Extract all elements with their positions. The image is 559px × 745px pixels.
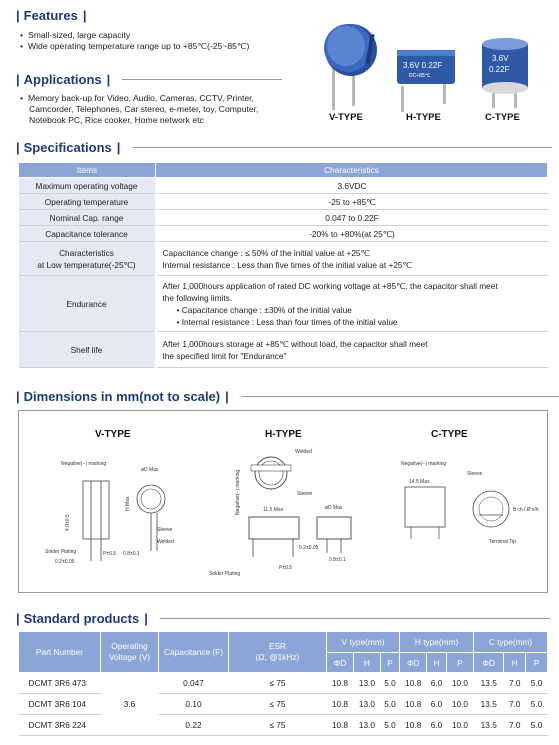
table-header: Capacitance (F) [159, 632, 229, 673]
c-type-marking-2: 0.22F [489, 65, 510, 74]
table-header: ΦD [327, 653, 354, 673]
table-header: Items [19, 163, 156, 178]
table-header: H [427, 653, 446, 673]
c-type-dimension-drawing [379, 451, 544, 571]
svg-text:0.8±0.1: 0.8±0.1 [329, 557, 346, 563]
table-row: DCMT 3R6 224 0.22 ≤ 75 10.8 13.0 5.0 10.8 6.0 10.0 13.5 7.0 5.0 [19, 715, 548, 736]
dim-v-type-label: V-TYPE [95, 429, 131, 440]
svg-text:Solder Plating: Solder Plating [45, 549, 77, 555]
svg-text:Negative(−) marking: Negative(−) marking [235, 469, 241, 515]
table-header: V type(mm) [327, 632, 400, 653]
svg-text:11.5 Max: 11.5 Max [263, 507, 284, 513]
v-type-dimension-drawing [29, 451, 179, 576]
table-row: Operating temperature -25 to +85℃ [19, 194, 548, 210]
v-type-label: V-TYPE [329, 112, 363, 123]
dimensions-drawing-box [18, 410, 548, 593]
table-header: P [446, 653, 473, 673]
svg-text:Welded: Welded [295, 449, 312, 455]
table-header: Operating Voltage (V) [101, 632, 159, 673]
list-item: Notebook PC, Rice cooker, Home network etc [29, 115, 204, 125]
specifications-title: Specifications [23, 140, 112, 155]
dimensions-heading: | Dimensions in mm(not to scale) | [16, 389, 559, 404]
svg-text:0.8±0.1: 0.8±0.1 [123, 551, 140, 557]
products-table [18, 631, 548, 736]
svg-text:Sleeve: Sleeve [467, 471, 483, 477]
svg-text:Terminal Tip: Terminal Tip [489, 539, 516, 545]
applications-heading: | Applications | [16, 72, 282, 87]
table-header: P [526, 653, 548, 673]
table-header: H type(mm) [400, 632, 474, 653]
table-header: H [353, 653, 380, 673]
list-item: Camcorder, Telephones, Car stereo, e-meter, toy, Computer, [29, 104, 259, 114]
table-header: P [380, 653, 399, 673]
table-row: Characteristics at Low temperature(-25℃) Capacitance change : ≤ 50% of the initial value at +25℃ Internal resistance : Less than five times of the initial value at +25℃ [19, 242, 548, 276]
table-row: Maximum operating voltage 3.6VDC [19, 178, 548, 194]
features-list [20, 30, 249, 52]
list-item: • Memory back-up for Video, Audio, Cameras, CCTV, Printer, [20, 93, 258, 104]
features-title: Features [23, 8, 78, 23]
svg-text:Negative(−) marking: Negative(−) marking [401, 461, 447, 467]
applications-title: Applications [23, 72, 102, 87]
voltage-cell: 3.6 [101, 673, 159, 736]
table-row: Shelf life After 1,000hours storage at +85℃ without load, the capacitor shall meet the specified limit for "Endurance" [19, 332, 548, 368]
specifications-table [18, 162, 548, 368]
svg-text:Welded: Welded [157, 539, 174, 545]
c-type-capacitor-image [478, 36, 532, 108]
c-type-marking-1: 3.6V [492, 54, 509, 63]
svg-text:P±0.5: P±0.5 [279, 565, 293, 571]
table-header: C type(mm) [474, 632, 548, 653]
dim-h-type-label: H-TYPE [265, 429, 302, 440]
table-header: Characteristics [156, 163, 548, 178]
h-type-dimension-drawing [199, 445, 369, 585]
svg-text:Negative(−) marking: Negative(−) marking [61, 461, 107, 467]
svg-text:Sleeve: Sleeve [157, 527, 173, 533]
svg-text:H Max: H Max [125, 496, 131, 511]
table-header: Part Number [19, 632, 101, 673]
table-header: H [504, 653, 526, 673]
products-heading: | Standard products | [16, 611, 550, 626]
features-heading: | Features | [16, 8, 87, 23]
svg-text:14.5 Max: 14.5 Max [409, 479, 430, 485]
table-row: Nominal Cap. range 0.047 to 0.22F [19, 210, 548, 226]
table-row: Capacitance tolerance -20% to +80%(at 25℃) [19, 226, 548, 242]
table-row: DCMT 3R6 104 0.10 ≤ 75 10.8 13.0 5.0 10.8 6.0 10.0 13.5 7.0 5.0 [19, 694, 548, 715]
h-type-marking-2: DC+85℃ [409, 73, 431, 79]
dim-c-type-label: C-TYPE [431, 429, 468, 440]
svg-text:øD Max: øD Max [325, 505, 343, 511]
svg-text:Solder Plating: Solder Plating [209, 571, 241, 577]
specifications-heading: | Specifications | [16, 140, 552, 155]
c-type-label: C-TYPE [485, 112, 520, 123]
svg-text:Sleeve: Sleeve [297, 491, 313, 497]
h-type-marking-1: 3.6V 0.22F [403, 61, 443, 70]
dimensions-title: Dimensions in mm(not to scale) [23, 389, 221, 404]
table-header: ΦD [400, 653, 427, 673]
h-type-capacitor-image [395, 40, 457, 112]
v-type-capacitor-image [318, 22, 380, 110]
products-title: Standard products [23, 611, 140, 626]
table-row: Endurance After 1,000hours application of rated DC working voltage at +85℃, the capacitor shall meet the following limits. • Capacitance change : ±30% of the initial value • Internal resistance : Less than four times of the initial value [19, 276, 548, 332]
table-header: ΦD [474, 653, 504, 673]
table-header: ESR (Ω, @1kHz) [229, 632, 327, 673]
applications-list [20, 93, 258, 126]
list-item: • Small-sized, large capacity [20, 30, 249, 41]
table-row: DCMT 3R6 473 3.6 0.047 ≤ 75 10.8 13.0 5.0 10.8 6.0 10.0 13.5 7.0 5.0 [19, 673, 548, 694]
svg-text:B ch / Ø n/h: B ch / Ø n/h [513, 507, 539, 513]
list-item: • Wide operating temperature range up to +85℃(-25~85℃) [20, 41, 249, 52]
svg-text:0.2±0.05: 0.2±0.05 [299, 545, 319, 551]
svg-text:0.2±0.05: 0.2±0.05 [55, 559, 75, 565]
h-type-label: H-TYPE [406, 112, 441, 123]
svg-text:P±0.5: P±0.5 [103, 551, 117, 557]
svg-text:øD Max: øD Max [141, 467, 159, 473]
svg-text:4.0±0.5: 4.0±0.5 [65, 514, 71, 531]
